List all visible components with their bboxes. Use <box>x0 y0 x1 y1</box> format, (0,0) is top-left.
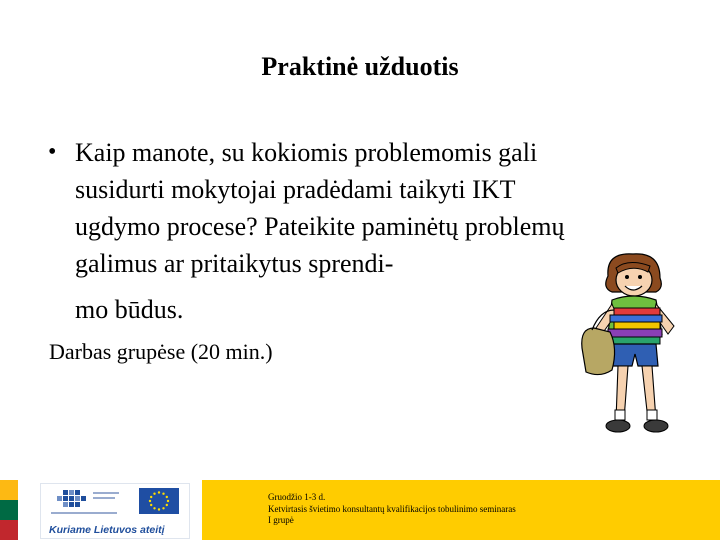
group-work-note: Darbas grupėse (20 min.) <box>49 339 273 364</box>
flag-stripe-green <box>0 500 18 520</box>
bullet-line-2: susidurti mokytojai pradėdami taikyti IKT <box>75 175 516 204</box>
bullet-line-4: galimus ar pritaikytus sprendi- <box>75 249 394 278</box>
eu-flag-icon <box>139 488 179 516</box>
brand-slogan: Kuriame Lietuvos ateitį <box>49 524 165 536</box>
flag-stripe-yellow <box>0 480 18 500</box>
ministry-logo-icon <box>49 488 121 518</box>
lithuanian-flag-stripes <box>0 480 18 540</box>
seminar-info <box>268 492 516 527</box>
flag-stripe-red <box>0 520 18 540</box>
bullet-line-5: mo būdus. <box>75 295 184 324</box>
seminar-info-panel <box>202 480 720 540</box>
bullet-line-3: ugdymo procese? Pateikite paminėtų problemų <box>75 212 565 241</box>
bullet-line-1: Kaip manote, su kokiomis problemomis gali <box>75 138 538 167</box>
slide-title: Praktinė užduotis <box>261 52 459 81</box>
seminar-date: Gruodžio 1-3 d. <box>268 492 326 502</box>
seminar-title: Ketvirtasis švietimo konsultantų kvalifikacijos tobulinimo seminaras <box>268 503 516 514</box>
footer-bar <box>0 480 720 540</box>
student-illustration <box>578 248 688 444</box>
seminar-group: I grupė <box>268 515 294 525</box>
bullet-dot: • <box>48 139 57 165</box>
sponsor-logos <box>40 483 190 539</box>
